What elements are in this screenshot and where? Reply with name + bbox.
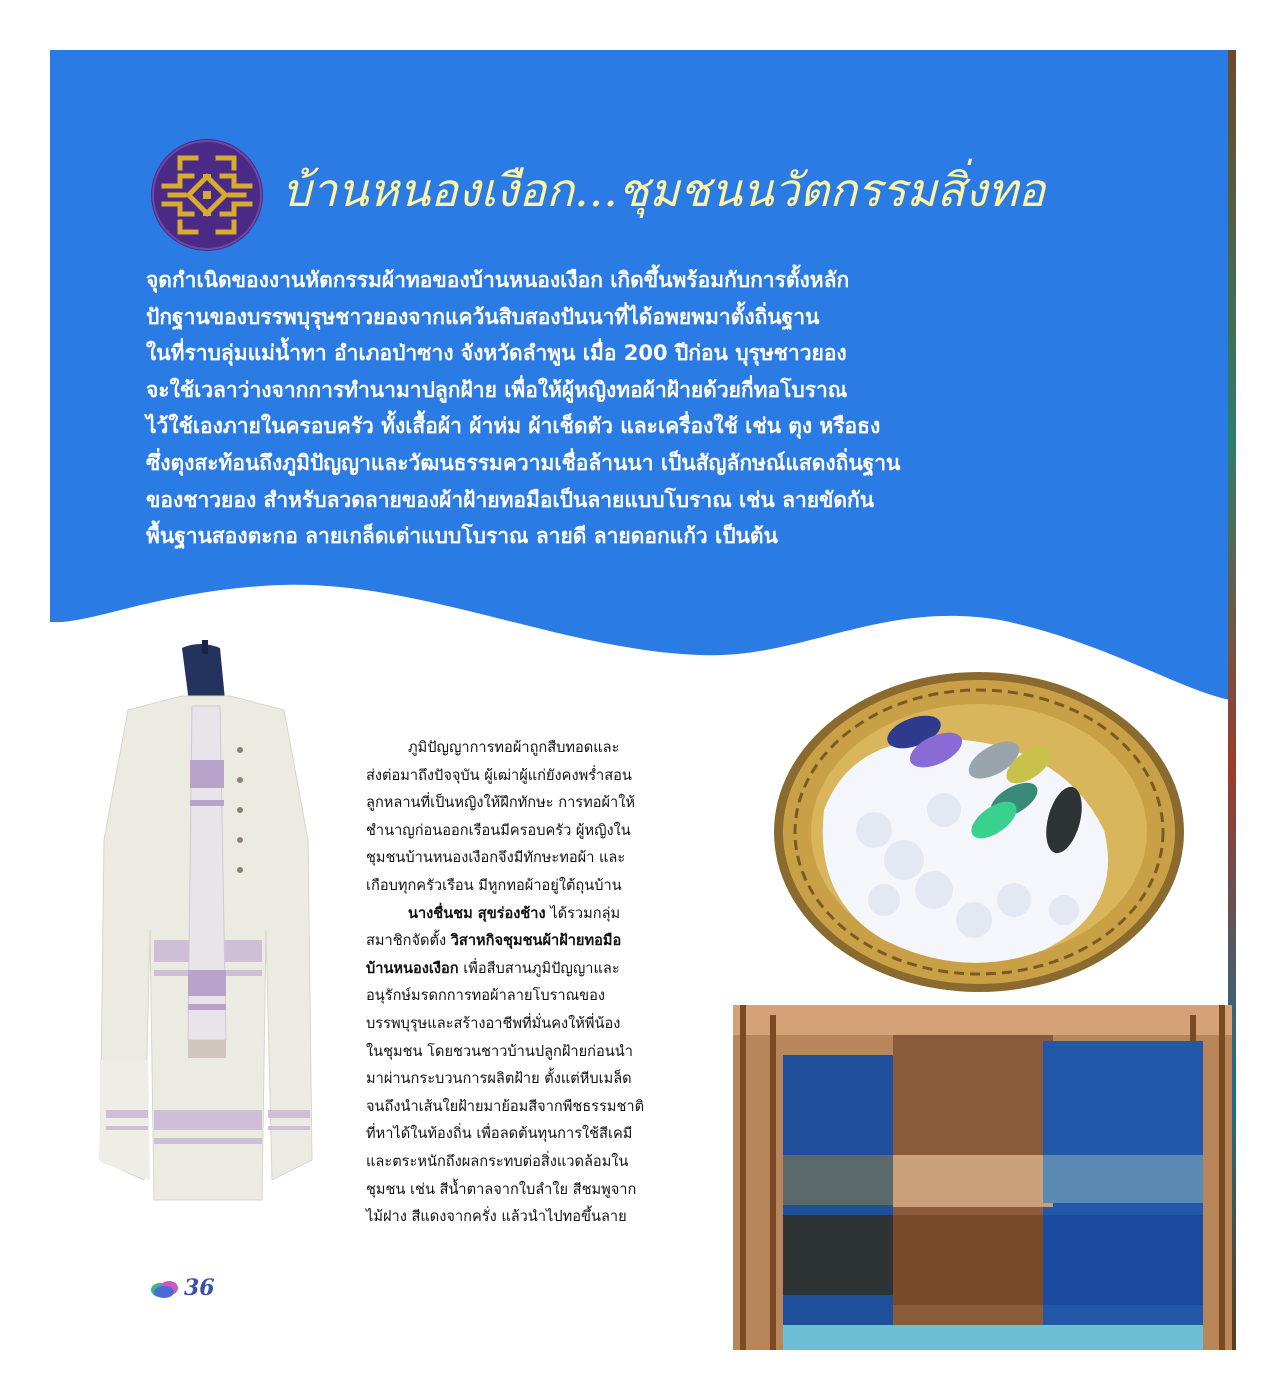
intro-line: ของชาวยอง สำหรับลวดลายของผ้าฝ้ายทอมือเป็นลายแบบโบราณ เช่น ลายขัดกัน bbox=[146, 487, 875, 512]
intro-line: ในที่ราบลุ่มแม่น้ำทา อำเภอป่าซาง จังหวัดลำพูน เมื่อ 200 ปีก่อน บุรุษชาวยอง bbox=[146, 341, 847, 366]
woven-textiles-photo bbox=[733, 1005, 1232, 1350]
silk-cocoon-icon bbox=[150, 1277, 180, 1299]
body-text: เพื่อสืบสานภูมิปัญญาและ bbox=[458, 959, 620, 977]
body-line bbox=[366, 927, 722, 955]
body-line: และตระหนักถึงผลกระทบต่อสิ่งแวดล้อมใน bbox=[366, 1152, 629, 1170]
body-text: ได้รวมกลุ่ม bbox=[545, 904, 621, 922]
intro-line: พื้นฐานสองตะกอ ลายเกล็ดเต่าแบบโบราณ ลายดี ลายดอกแก้ว เป็นต้น bbox=[146, 524, 778, 549]
body-line bbox=[366, 900, 722, 928]
enterprise-name: บ้านหนองเงือก bbox=[366, 959, 459, 977]
lanna-pattern-emblem-icon bbox=[150, 138, 264, 252]
intro-paragraph bbox=[146, 262, 1106, 555]
person-name: นางชื่นชม สุขร่องช้าง bbox=[408, 904, 546, 922]
body-line: เกือบทุกครัวเรือน มีหูกทอผ้าอยู่ใต้ถุนบ้าน bbox=[366, 876, 622, 894]
page-number-marker bbox=[150, 1273, 215, 1303]
body-line bbox=[366, 955, 722, 983]
body-line: อนุรักษ์มรดกการทอผ้าลายโบราณของ bbox=[366, 987, 606, 1005]
page-number: 36 bbox=[184, 1275, 215, 1301]
enterprise-name: วิสาหกิจชุมชนผ้าฝ้ายทอมือ bbox=[450, 932, 622, 950]
intro-line: ซึ่งตุงสะท้อนถึงภูมิปัญญาและวัฒนธรรมความเชื่อล้านนา เป็นสัญลักษณ์แสดงถิ่นฐาน bbox=[146, 450, 901, 475]
article-body bbox=[366, 734, 722, 1231]
body-line: จนถึงนำเส้นใยฝ้ายมาย้อมสีจากพืชธรรมชาติ bbox=[366, 1097, 645, 1115]
body-line: ในชุมชน โดยชวนชาวบ้านปลูกฝ้ายก่อนนำ bbox=[366, 1042, 633, 1060]
body-line: ลูกหลานที่เป็นหญิงให้ฝึกทักษะ การทอผ้าให้ bbox=[366, 794, 635, 812]
body-text: สมาชิกจัดตั้ง bbox=[366, 932, 451, 950]
body-line: ชุมชนบ้านหนองเงือกจึงมีทักษะทอผ้า และ bbox=[366, 849, 626, 867]
body-line: ภูมิปัญญาการทอผ้าถูกสืบทอดและ bbox=[408, 739, 620, 756]
intro-line: จะใช้เวลาว่างจากการทำนามาปลูกฝ้าย เพื่อให้ผู้หญิงทอผ้าฝ้ายด้วยกี่ทอโบราณ bbox=[146, 377, 848, 402]
body-line: ชุมชน เช่น สีน้ำตาลจากใบลำใย สีชมพูจาก bbox=[366, 1180, 637, 1198]
body-line: ส่งต่อมาถึงปัจจุบัน ผู้เฒ่าผู้แก่ยังคงพร่ำสอน bbox=[366, 766, 632, 784]
intro-line: จุดกำเนิดของงานหัตกรรมผ้าทอของบ้านหนองเงือก เกิดขึ้นพร้อมกับการตั้งหลัก bbox=[146, 268, 850, 292]
intro-line: ไว้ใช้เองภายในครอบครัว ทั้งเสื้อผ้า ผ้าห่ม ผ้าเช็ดตัว และเครื่องใช้ เช่น ตุง หรือธง bbox=[146, 414, 881, 439]
body-line: บรรพบุรุษและสร้างอาชีพที่มั่นคงให้พี่น้อง bbox=[366, 1014, 621, 1032]
intro-line: ปักฐานของบรรพบุรุษชาวยองจากแคว้นสิบสองปันนาที่ได้อพยพมาตั้งถิ่นฐาน bbox=[146, 304, 820, 329]
body-line: มาผ่านกระบวนการผลิตฝ้าย ตั้งแต่หีบเมล็ด bbox=[366, 1070, 632, 1088]
page-title: บ้านหนองเงือก...ชุมชนนวัตกรรมสิ่งทอ bbox=[282, 163, 1046, 217]
body-line: ที่หาได้ในท้องถิ่น เพื่อลดต้นทุนการใช้สีเคมี bbox=[366, 1125, 633, 1143]
body-line: ไม้ฝาง สีแดงจากครั่ง แล้วนำไปทอขึ้นลาย bbox=[366, 1208, 627, 1226]
body-line: ชำนาญก่อนออกเรือนมีครอบครัว ผู้หญิงใน bbox=[366, 821, 631, 839]
cotton-basket-photo bbox=[764, 660, 1194, 1005]
woven-dress-photo bbox=[70, 640, 342, 1260]
